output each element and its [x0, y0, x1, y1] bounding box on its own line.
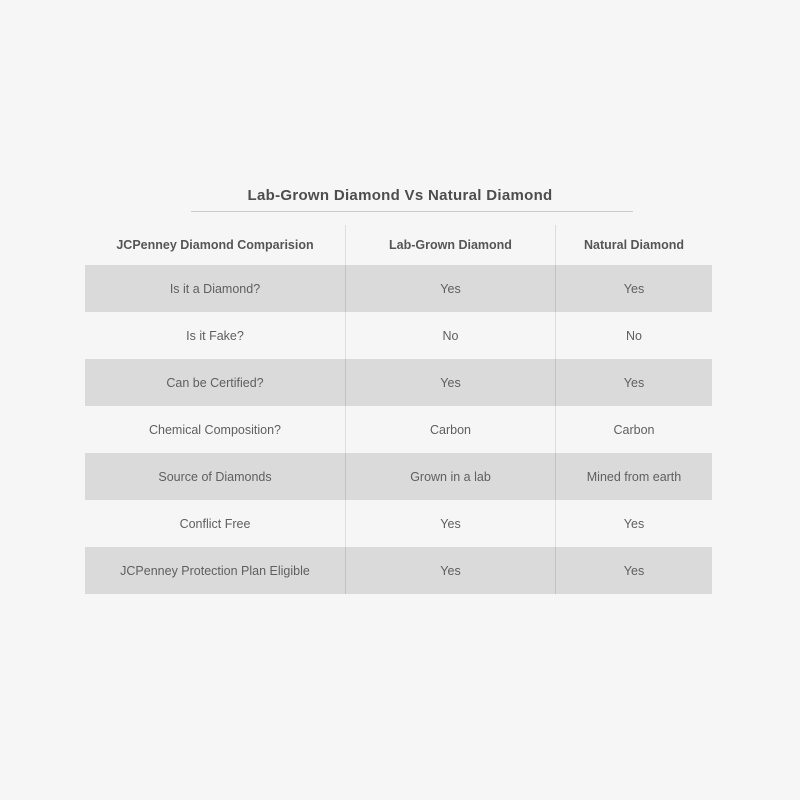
row-feature-label: Conflict Free [179, 516, 251, 531]
row-feature-label: Source of Diamonds [158, 469, 272, 484]
row-lab-grown-value: Yes [345, 500, 555, 547]
row-feature-label: Is it a Diamond? [169, 281, 261, 296]
row-lab-grown-value: Carbon [345, 406, 555, 453]
table-row [85, 359, 712, 406]
row-natural-value: Yes [555, 265, 712, 312]
row-lab-grown-value: No [345, 312, 555, 359]
row-natural-value: Mined from earth [555, 453, 712, 500]
comparison-table [85, 225, 712, 594]
column-header-lab-grown: Lab-Grown Diamond [345, 225, 555, 265]
table-row [85, 547, 712, 594]
row-feature-label: Can be Certified? [166, 375, 264, 390]
row-lab-grown-value: Grown in a lab [345, 453, 555, 500]
title-divider [191, 211, 633, 212]
table-row [85, 500, 712, 547]
row-lab-grown-value: Yes [345, 265, 555, 312]
column-header-comparison: JCPenney Diamond Comparision [116, 238, 314, 252]
table-row [85, 453, 712, 500]
row-lab-grown-value: Yes [345, 547, 555, 594]
table-header-row [85, 225, 712, 265]
row-natural-value: Yes [555, 547, 712, 594]
table-row [85, 312, 712, 359]
table-row [85, 265, 712, 312]
row-natural-value: Yes [555, 500, 712, 547]
row-lab-grown-value: Yes [345, 359, 555, 406]
row-natural-value: Carbon [555, 406, 712, 453]
row-natural-value: Yes [555, 359, 712, 406]
table-row [85, 406, 712, 453]
page-title: Lab-Grown Diamond Vs Natural Diamond [247, 187, 553, 204]
row-feature-label: JCPenney Protection Plan Eligible [120, 563, 310, 578]
row-feature-label: Chemical Composition? [148, 422, 281, 437]
row-natural-value: No [555, 312, 712, 359]
column-header-natural: Natural Diamond [555, 225, 712, 265]
row-feature-label: Is it Fake? [186, 328, 244, 343]
